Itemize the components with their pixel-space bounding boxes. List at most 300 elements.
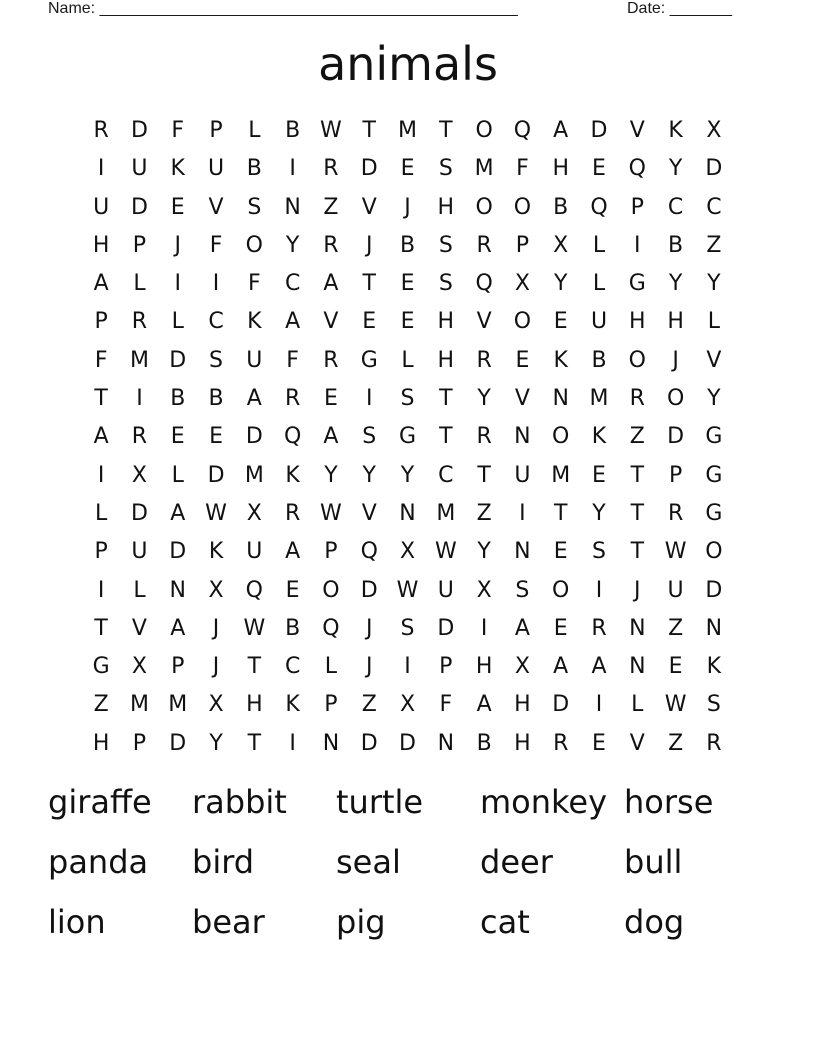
grid-letter: D [705,577,723,603]
grid-letter: P [132,232,147,258]
grid-letter: L [133,271,146,297]
grid-letter: R [131,424,148,450]
grid-letter: I [595,577,603,603]
grid-letter: G [705,424,723,450]
grid-letter: T [439,118,453,143]
grid-letter: M [168,692,188,718]
grid-letter: L [95,500,108,526]
grid-letter: P [324,692,338,718]
grid-letter: V [361,500,377,526]
word-bank-row [48,840,768,900]
grid-letter: E [400,271,415,297]
grid-row [82,152,734,190]
grid-letter: X [208,692,224,718]
grid-letter: U [131,539,148,565]
grid-letter: T [94,386,108,412]
grid-letter: P [132,730,147,756]
grid-letter: A [285,309,301,335]
grid-letter: M [129,347,149,373]
grid-letter: U [207,156,225,182]
grid-letter: R [323,347,339,373]
grid-letter: X [399,539,416,565]
grid-letter: Y [477,386,491,412]
grid-letter: E [668,654,683,680]
grid-letter: W [664,539,687,565]
grid-letter: E [400,309,415,335]
grid-letter: I [519,500,526,526]
grid-letter: I [174,271,181,297]
grid-row [82,459,734,497]
grid-letter: A [553,118,569,143]
grid-letter: E [592,462,606,488]
grid-letter: P [439,654,453,680]
word-bank-row [48,900,768,960]
grid-letter: D [705,156,723,182]
grid-letter: M [398,118,418,143]
grid-letter: R [629,386,645,412]
grid-letter: R [476,347,492,373]
grid-letter: Y [668,156,683,182]
grid-letter: E [592,730,606,756]
grid-letter: B [285,118,301,143]
grid-letter: Y [400,462,415,488]
grid-letter: H [552,156,569,182]
grid-letter: L [248,118,261,143]
grid-row [82,688,734,726]
grid-letter: J [634,577,641,603]
grid-letter: F [516,156,529,182]
grid-letter: L [171,462,184,488]
grid-letter: Q [245,577,263,603]
grid-letter: Y [477,539,491,565]
grid-letter: D [360,577,378,603]
grid-letter: S [400,386,415,412]
grid-letter: D [245,424,263,450]
grid-letter: X [399,692,416,718]
grid-letter: P [324,539,338,565]
grid-letter: S [438,232,453,258]
grid-letter: Y [324,462,338,488]
grid-letter: S [400,615,415,641]
grid-letter: I [595,692,603,718]
grid-letter: I [97,156,105,182]
grid-letter: B [668,232,684,258]
grid-letter: K [247,309,262,335]
grid-letter: E [553,615,568,641]
grid-letter: D [169,539,187,565]
grid-letter: R [323,232,339,258]
grid-letter: B [476,730,492,756]
grid-letter: V [323,309,339,335]
word-bank-item: cat [480,903,530,941]
grid-letter: O [705,539,723,565]
grid-letter: S [438,271,453,297]
word-bank-item: bull [624,843,683,881]
grid-letter: B [553,194,569,220]
grid-letter: J [404,194,411,220]
word-bank-item: lion [48,903,106,941]
grid-letter: Y [668,271,683,297]
grid-letter: J [672,347,679,373]
grid-letter: T [247,730,262,756]
grid-letter: V [476,309,492,335]
grid-letter: Z [323,194,339,220]
word-bank-item: bear [192,903,265,941]
grid-letter: R [667,500,684,526]
grid-letter: B [399,232,416,258]
grid-letter: J [365,615,373,641]
grid-letter: L [592,232,606,258]
grid-letter: M [436,500,456,526]
grid-row [82,497,734,535]
grid-letter: L [631,692,644,718]
page-title: animals [318,37,498,91]
grid-letter: G [705,500,723,526]
grid-row [82,612,734,650]
grid-letter: P [171,654,185,680]
grid-letter: O [475,194,493,220]
grid-letter: S [209,347,224,373]
grid-letter: T [362,271,376,297]
grid-letter: M [129,692,149,718]
grid-letter: C [284,271,301,297]
grid-letter: D [399,730,416,756]
grid-letter: D [130,194,148,220]
grid-letter: M [244,462,264,488]
grid-letter: A [285,539,301,565]
grid-letter: M [474,156,494,182]
grid-letter: D [130,118,148,143]
grid-letter: L [133,577,146,603]
grid-letter: U [667,577,684,603]
grid-letter: T [630,500,645,526]
grid-letter: F [286,347,299,373]
grid-letter: V [361,194,377,220]
grid-letter: X [131,654,147,680]
word-bank [48,780,768,960]
grid-letter: J [212,654,220,680]
grid-letter: Q [590,194,608,220]
grid-letter: W [320,118,342,143]
grid-letter: Y [362,462,376,488]
grid-letter: V [208,194,224,220]
grid-letter: V [629,118,645,143]
grid-letter: C [284,654,301,680]
grid-letter: N [322,730,340,756]
grid-letter: N [629,654,646,680]
grid-letter: T [477,462,491,488]
grid-letter: I [97,462,105,488]
grid-letter: I [365,386,373,412]
grid-letter: G [705,462,723,488]
grid-letter: K [208,539,224,565]
grid-letter: L [707,309,721,335]
grid-letter: D [169,730,187,756]
grid-letter: A [514,615,530,641]
grid-letter: N [514,539,531,565]
grid-letter: N [399,500,416,526]
grid-letter: G [628,271,646,297]
grid-letter: S [247,194,262,220]
grid-letter: H [92,730,110,756]
grid-letter: R [93,118,109,143]
grid-letter: E [209,424,223,450]
grid-letter: D [207,462,225,488]
grid-letter: D [360,730,378,756]
grid-letter: D [590,118,608,143]
grid-letter: K [706,654,722,680]
grid-letter: O [513,309,532,335]
grid-letter: O [628,347,646,373]
grid-letter: S [706,692,721,718]
grid-letter: O [666,386,685,412]
word-bank-item: panda [48,843,149,881]
grid-letter: E [362,309,377,335]
grid-letter: A [323,271,339,297]
grid-letter: H [629,309,646,335]
grid-letter: L [324,654,338,680]
grid-letter: F [209,232,223,258]
grid-letter: E [553,309,568,335]
grid-letter: P [630,194,644,220]
grid-letter: E [170,424,185,450]
grid-letter: Q [283,424,302,450]
grid-letter: F [171,118,185,143]
grid-letter: E [170,194,185,220]
grid-letter: P [515,232,530,258]
grid-letter: R [706,730,722,756]
word-bank-item: seal [336,843,401,881]
grid-letter: X [706,118,722,143]
grid-letter: V [131,615,147,641]
grid-letter: T [439,386,453,412]
grid-letter: D [667,424,685,450]
grid-letter: O [322,577,340,603]
grid-letter: M [551,462,571,488]
letter-grid [82,114,734,765]
grid-letter: P [209,118,223,143]
grid-row [82,114,734,152]
grid-letter: O [475,118,493,143]
grid-letter: I [212,271,220,297]
grid-letter: U [590,309,608,335]
grid-letter: E [553,539,568,565]
grid-letter: T [362,118,376,143]
grid-letter: O [245,232,263,258]
grid-letter: E [400,156,415,182]
grid-letter: A [591,654,607,680]
grid-letter: Q [360,539,378,565]
grid-letter: Z [668,730,684,756]
grid-letter: Y [209,730,223,756]
grid-letter: K [591,424,607,450]
grid-letter: D [552,692,570,718]
grid-letter: R [284,386,301,412]
grid-row [82,305,734,343]
grid-letter: E [515,347,530,373]
grid-letter: U [131,156,148,182]
grid-letter: U [514,462,531,488]
word-bank-item: turtle [336,783,424,821]
grid-letter: A [93,424,109,450]
grid-letter: H [437,347,455,373]
grid-letter: X [476,577,492,603]
grid-letter: Z [476,500,492,526]
grid-letter: F [248,271,261,297]
grid-letter: H [437,194,455,220]
grid-letter: H [514,730,531,756]
grid-letter: W [396,577,419,603]
grid-letter: S [438,156,453,182]
grid-letter: R [476,232,492,258]
grid-letter: I [289,730,296,756]
grid-letter: R [323,156,339,182]
grid-letter: J [174,232,181,258]
grid-letter: R [553,730,569,756]
grid-letter: D [437,615,455,641]
grid-letter: I [136,386,143,412]
grid-letter: O [552,577,570,603]
grid-letter: N [437,730,455,756]
word-bank-item: monkey [480,783,608,821]
grid-letter: X [514,271,530,297]
grid-letter: A [246,386,262,412]
grid-letter: R [476,424,492,450]
grid-letter: F [94,347,108,373]
grid-row [82,344,734,382]
grid-letter: M [589,386,609,412]
grid-letter: D [169,347,187,373]
grid-letter: N [552,386,569,412]
grid-letter: L [171,309,184,335]
word-bank-row [48,780,768,840]
grid-letter: U [93,194,110,220]
grid-letter: N [514,424,531,450]
grid-letter: S [362,424,377,450]
grid-letter: S [592,539,606,565]
grid-letter: U [246,539,263,565]
grid-letter: Q [475,271,493,297]
name-field-label: Name: _______________________________________________ [48,0,518,17]
grid-letter: Y [707,386,721,412]
grid-row [82,267,734,305]
grid-letter: Z [93,692,109,718]
grid-letter: J [365,654,373,680]
grid-letter: W [205,500,227,526]
grid-letter: X [131,462,147,488]
grid-letter: T [553,500,568,526]
grid-letter: G [398,424,417,450]
grid-letter: A [476,692,492,718]
grid-letter: H [475,654,493,680]
grid-letter: A [323,424,339,450]
grid-letter: I [289,156,296,182]
grid-letter: Q [628,156,646,182]
grid-letter: D [360,156,378,182]
grid-letter: R [591,615,607,641]
grid-letter: H [514,692,531,718]
grid-letter: B [170,386,186,412]
grid-letter: W [243,615,266,641]
grid-letter: N [629,615,646,641]
grid-letter: C [667,194,684,220]
grid-row [82,229,734,267]
grid-letter: Y [553,271,568,297]
grid-row [82,574,734,612]
grid-letter: H [92,232,110,258]
grid-letter: L [401,347,414,373]
grid-letter: T [630,539,645,565]
grid-letter: Y [707,271,721,297]
grid-letter: X [246,500,262,526]
grid-letter: G [360,347,378,373]
grid-letter: V [629,730,645,756]
grid-letter: I [97,577,105,603]
grid-letter: N [169,577,186,603]
grid-letter: K [170,156,185,182]
grid-letter: I [404,654,411,680]
grid-letter: I [634,232,641,258]
word-bank-item: bird [192,843,255,881]
grid-letter: E [323,386,338,412]
grid-letter: X [208,577,224,603]
grid-letter: W [320,500,342,526]
word-bank-item: dog [624,903,685,941]
grid-letter: K [285,462,300,488]
grid-letter: W [664,692,687,718]
word-bank-item: rabbit [192,783,287,821]
grid-letter: X [553,232,569,258]
grid-letter: A [553,654,569,680]
grid-letter: T [247,654,262,680]
grid-letter: N [284,194,301,220]
grid-letter: U [246,347,263,373]
word-bank-item: deer [480,843,553,881]
grid-letter: I [480,615,488,641]
grid-letter: Y [592,500,606,526]
grid-letter: Z [629,424,645,450]
grid-letter: H [667,309,684,335]
grid-letter: J [212,615,220,641]
grid-letter: K [285,692,300,718]
grid-letter: B [285,615,301,641]
word-bank-item: pig [336,903,386,941]
grid-row [82,727,734,765]
grid-letter: O [552,424,570,450]
grid-letter: T [630,462,645,488]
grid-letter: B [591,347,607,373]
grid-letter: E [285,577,300,603]
grid-letter: Q [513,118,532,143]
grid-letter: E [592,156,606,182]
grid-letter: Z [668,615,684,641]
word-bank-item: giraffe [48,783,152,821]
grid-letter: H [246,692,263,718]
grid-letter: C [706,194,722,220]
grid-letter: C [208,309,224,335]
grid-row [82,535,734,573]
grid-letter: P [668,462,683,488]
grid-letter: X [514,654,530,680]
grid-row [82,650,734,688]
grid-letter: Y [285,232,300,258]
grid-letter: P [94,539,108,565]
grid-letter: U [437,577,454,603]
grid-letter: T [94,615,108,641]
grid-letter: S [515,577,530,603]
grid-letter: C [438,462,454,488]
grid-letter: J [365,232,373,258]
